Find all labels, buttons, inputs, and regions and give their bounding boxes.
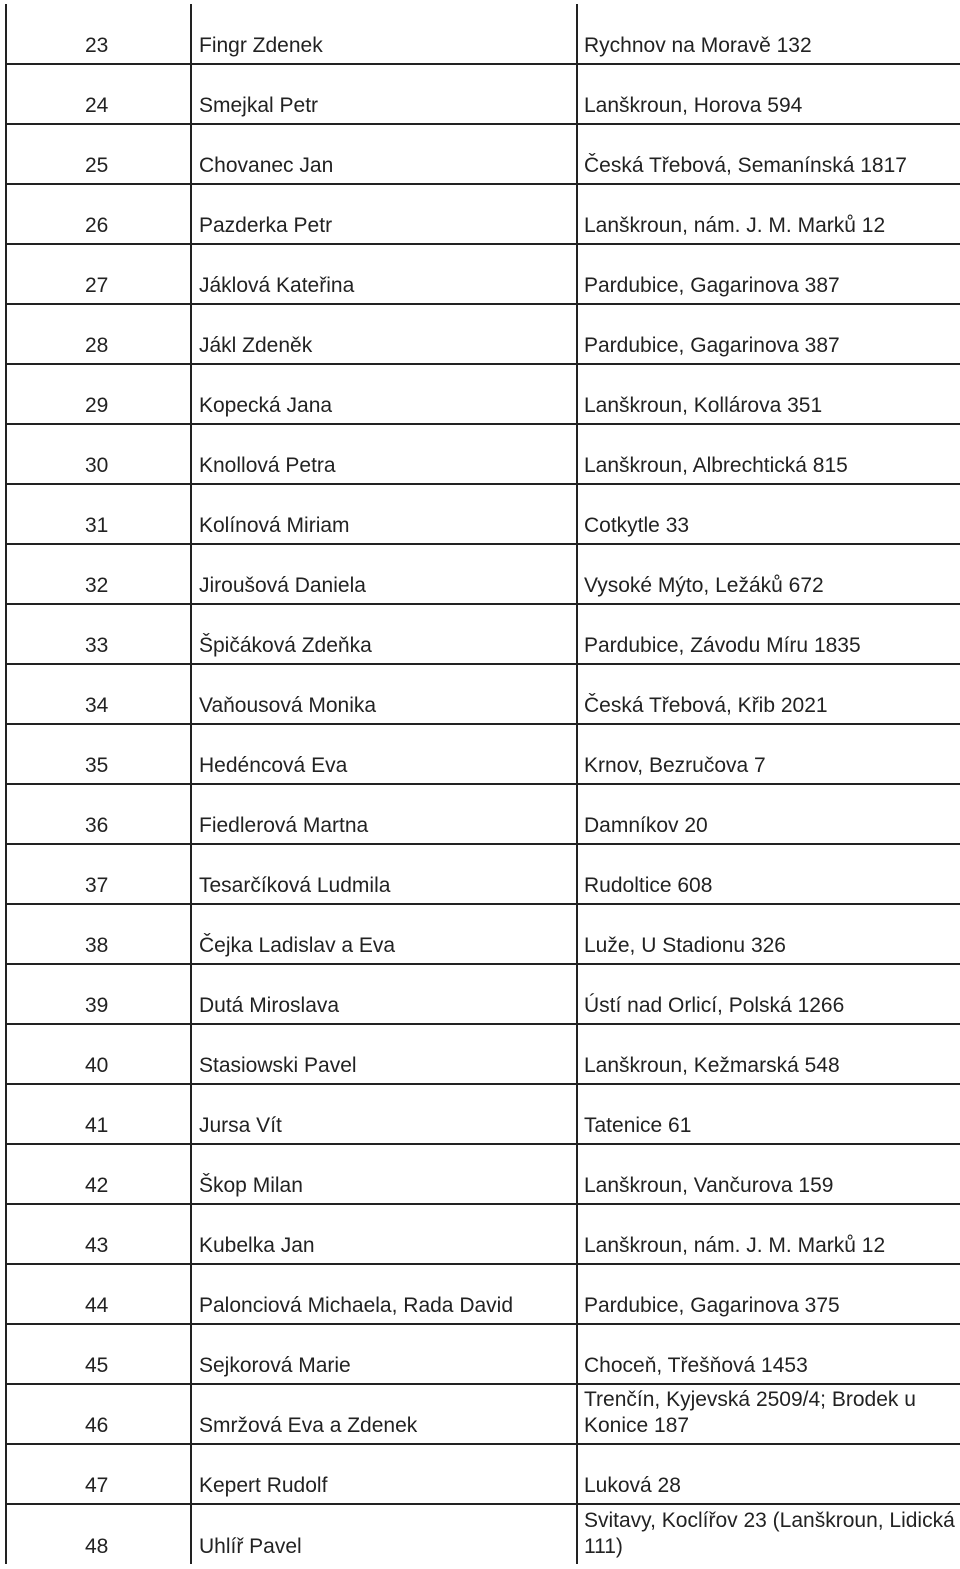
person-address: Cotkytle 33 (577, 484, 960, 544)
person-address: Česká Třebová, Křib 2021 (577, 664, 960, 724)
person-address: Rudoltice 608 (577, 844, 960, 904)
person-name: Jákl Zdeněk (191, 304, 577, 364)
row-number: 26 (6, 184, 191, 244)
person-name: Kolínová Miriam (191, 484, 577, 544)
row-number: 46 (6, 1384, 191, 1444)
roster-table (5, 4, 960, 1564)
row-number: 27 (6, 244, 191, 304)
table-row (6, 64, 960, 124)
person-address: Vysoké Mýto, Ležáků 672 (577, 544, 960, 604)
table-row (6, 124, 960, 184)
row-number: 44 (6, 1264, 191, 1324)
person-name: Knollová Petra (191, 424, 577, 484)
person-name: Kopecká Jana (191, 364, 577, 424)
table-row (6, 1264, 960, 1324)
person-address: Lanškroun, Horova 594 (577, 64, 960, 124)
table-row (6, 424, 960, 484)
row-number: 40 (6, 1024, 191, 1084)
table-row (6, 484, 960, 544)
person-address: Rychnov na Moravě 132 (577, 4, 960, 64)
row-number: 47 (6, 1444, 191, 1504)
row-number: 24 (6, 64, 191, 124)
person-name: Smejkal Petr (191, 64, 577, 124)
person-name: Čejka Ladislav a Eva (191, 904, 577, 964)
row-number: 48 (6, 1504, 191, 1564)
person-address: Lanškroun, Kollárova 351 (577, 364, 960, 424)
person-name: Hedéncová Eva (191, 724, 577, 784)
row-number: 25 (6, 124, 191, 184)
table-row (6, 184, 960, 244)
person-name: Fiedlerová Martna (191, 784, 577, 844)
person-name: Fingr Zdenek (191, 4, 577, 64)
person-address: Lanškroun, Vančurova 159 (577, 1144, 960, 1204)
roster-body (6, 4, 960, 1564)
person-name: Palonciová Michaela, Rada David (191, 1264, 577, 1324)
table-row (6, 1384, 960, 1444)
table-row (6, 1144, 960, 1204)
table-row (6, 724, 960, 784)
person-address: Pardubice, Gagarinova 375 (577, 1264, 960, 1324)
person-name: Kubelka Jan (191, 1204, 577, 1264)
row-number: 33 (6, 604, 191, 664)
person-name: Chovanec Jan (191, 124, 577, 184)
row-number: 23 (6, 4, 191, 64)
table-row (6, 4, 960, 64)
person-name: Tesarčíková Ludmila (191, 844, 577, 904)
row-number: 42 (6, 1144, 191, 1204)
person-address: Lanškroun, nám. J. M. Marků 12 (577, 1204, 960, 1264)
table-row (6, 1324, 960, 1384)
person-address: Damníkov 20 (577, 784, 960, 844)
row-number: 30 (6, 424, 191, 484)
table-row (6, 1024, 960, 1084)
person-address: Pardubice, Gagarinova 387 (577, 244, 960, 304)
person-name: Pazderka Petr (191, 184, 577, 244)
person-address: Pardubice, Gagarinova 387 (577, 304, 960, 364)
table-row (6, 604, 960, 664)
person-address: Trenčín, Kyjevská 2509/4; Brodek u Konice 187 (577, 1384, 960, 1444)
row-number: 38 (6, 904, 191, 964)
table-row (6, 664, 960, 724)
person-address: Choceň, Třešňová 1453 (577, 1324, 960, 1384)
table-row (6, 1504, 960, 1564)
row-number: 45 (6, 1324, 191, 1384)
person-address: Lanškroun, Albrechtická 815 (577, 424, 960, 484)
row-number: 31 (6, 484, 191, 544)
row-number: 28 (6, 304, 191, 364)
row-number: 34 (6, 664, 191, 724)
person-name: Sejkorová Marie (191, 1324, 577, 1384)
person-address: Tatenice 61 (577, 1084, 960, 1144)
row-number: 29 (6, 364, 191, 424)
row-number: 43 (6, 1204, 191, 1264)
person-name: Jiroušová Daniela (191, 544, 577, 604)
table-row (6, 1204, 960, 1264)
table-row (6, 904, 960, 964)
person-name: Smržová Eva a Zdenek (191, 1384, 577, 1444)
person-address: Česká Třebová, Semanínská 1817 (577, 124, 960, 184)
person-address: Ústí nad Orlicí, Polská 1266 (577, 964, 960, 1024)
table-row (6, 244, 960, 304)
row-number: 41 (6, 1084, 191, 1144)
person-address: Svitavy, Koclířov 23 (Lanškroun, Lidická 111) (584, 1509, 955, 1558)
person-name: Uhlíř Pavel (191, 1504, 577, 1564)
person-name: Špičáková Zdeňka (191, 604, 577, 664)
table-row (6, 544, 960, 604)
table-row (6, 844, 960, 904)
person-name: Vaňousová Monika (191, 664, 577, 724)
person-name: Dutá Miroslava (191, 964, 577, 1024)
person-name: Stasiowski Pavel (191, 1024, 577, 1084)
row-number: 36 (6, 784, 191, 844)
person-name: Jursa Vít (191, 1084, 577, 1144)
person-address: Luže, U Stadionu 326 (577, 904, 960, 964)
person-address: Lanškroun, nám. J. M. Marků 12 (577, 184, 960, 244)
person-address: Krnov, Bezručova 7 (577, 724, 960, 784)
table-row (6, 304, 960, 364)
person-address: Lanškroun, Kežmarská 548 (577, 1024, 960, 1084)
table-row (6, 1444, 960, 1504)
row-number: 39 (6, 964, 191, 1024)
row-number: 32 (6, 544, 191, 604)
table-row (6, 364, 960, 424)
row-number: 35 (6, 724, 191, 784)
table-row (6, 784, 960, 844)
person-name: Jáklová Kateřina (191, 244, 577, 304)
table-row (6, 1084, 960, 1144)
row-number: 37 (6, 844, 191, 904)
table-row (6, 964, 960, 1024)
person-address: Luková 28 (577, 1444, 960, 1504)
person-address: Pardubice, Závodu Míru 1835 (577, 604, 960, 664)
person-name: Kepert Rudolf (191, 1444, 577, 1504)
person-name: Škop Milan (191, 1144, 577, 1204)
